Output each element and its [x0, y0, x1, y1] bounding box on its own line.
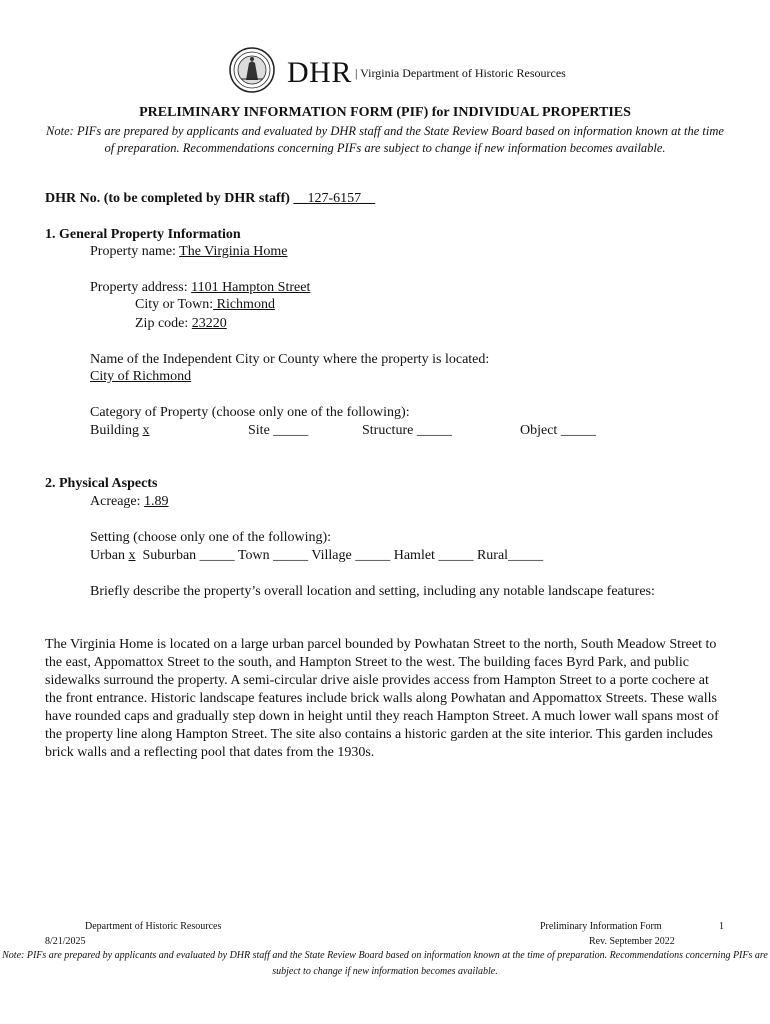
setting-label: Setting (choose only one of the following):	[90, 530, 332, 545]
dhr-number-line	[45, 191, 375, 207]
category-site	[248, 423, 308, 439]
object-label: Object	[520, 423, 558, 438]
object-value: _____	[560, 423, 596, 438]
structure-value: _____	[416, 423, 452, 438]
dhr-number-value: __127-6157__	[293, 191, 376, 206]
footer-form-name: Preliminary Information Form	[540, 921, 662, 932]
form-title: PRELIMINARY INFORMATION FORM (PIF) for INDIVIDUAL PROPERTIES	[139, 105, 631, 120]
category-object	[520, 423, 596, 439]
property-address-line	[90, 280, 310, 296]
urban-label: Urban	[90, 548, 125, 563]
section2-heading: 2. Physical Aspects	[45, 476, 158, 491]
town-label: Town	[237, 548, 270, 563]
zip-label: Zip code:	[135, 316, 189, 331]
zip-line	[135, 316, 227, 332]
section1-heading: 1. General Property Information	[45, 227, 241, 242]
hamlet-value: _____	[438, 548, 474, 563]
footer-revision: Rev. September 2022	[589, 936, 675, 947]
category-structure	[362, 423, 452, 439]
county-label: Name of the Independent City or County where the property is located:	[90, 352, 490, 367]
setting-options	[90, 548, 543, 564]
property-description: The Virginia Home is located on a large urban parcel bounded by Powhatan Street to the north, South Meadow Street to the east, Appomattox Street to the south, and Hampton Street to the west. The building faces Byrd Park, and public sidewalks surround the property. A semi-circular drive aisle provides access from Hampton Street to a porte cochere at the front entrance. Historic landscape features include brick walls along Powhatan and Appomattox Streets. These walls have rounded caps and gradually step down in height until they reach Hampton Street. A much lower wall spans most of the property line along Hampton Street. The site also contains a historic garden at the site interior. This garden includes brick walls and a reflecting pool that dates from the 1930s.	[45, 637, 719, 760]
dhr-logo-text: DHR	[287, 56, 352, 89]
category-label: Category of Property (choose only one of the following):	[90, 405, 410, 420]
property-name-label: Property name:	[90, 244, 176, 259]
suburban-label: Suburban	[142, 548, 197, 563]
form-note: Note: PIFs are prepared by applicants and evaluated by DHR staff and the State Review Board based on information known at the time of preparation. Recommendations concerning PIFs are subject to change if new information becomes available.	[46, 124, 724, 155]
property-name-line	[90, 244, 287, 260]
town-value: _____	[273, 548, 309, 563]
city-line	[135, 297, 275, 313]
village-value: _____	[355, 548, 391, 563]
property-name-value: The Virginia Home	[179, 244, 288, 259]
dhr-number-label: DHR No. (to be completed by DHR staff)	[45, 191, 290, 206]
city-label: City or Town:	[135, 297, 214, 312]
property-address-label: Property address:	[90, 280, 188, 295]
rural-value: _____	[508, 548, 544, 563]
acreage-label: Acreage:	[90, 494, 141, 509]
structure-label: Structure	[362, 423, 414, 438]
building-value: x	[142, 423, 150, 438]
dhr-logo-subtext: | Virginia Department of Historic Resources	[355, 66, 566, 80]
rural-label: Rural	[476, 548, 509, 563]
footer-department: Department of Historic Resources	[85, 921, 222, 932]
suburban-value: _____	[199, 548, 235, 563]
footer-note: Note: PIFs are prepared by applicants and evaluated by DHR staff and the State Review Board based on information known at the time of preparation. Recommendations concerning PIFs are subject to change if new information becomes available.	[2, 950, 768, 977]
footer-page-number: 1	[719, 921, 724, 932]
virginia-seal-logo	[229, 47, 275, 93]
property-address-value: 1101 Hampton Street	[191, 280, 311, 295]
city-value: Richmond	[213, 297, 275, 312]
site-label: Site	[248, 423, 270, 438]
describe-prompt: Briefly describe the property’s overall location and setting, including any notable landscape features:	[90, 584, 655, 599]
footer-date: 8/21/2025	[45, 936, 86, 947]
village-label: Village	[311, 548, 352, 563]
zip-value: 23220	[191, 316, 227, 331]
building-label: Building	[90, 423, 140, 438]
hamlet-label: Hamlet	[393, 548, 435, 563]
urban-value: x	[128, 548, 136, 563]
site-value: _____	[273, 423, 309, 438]
category-building	[90, 423, 150, 439]
acreage-line	[90, 494, 169, 510]
county-value: City of Richmond	[90, 369, 192, 384]
acreage-value: 1.89	[144, 494, 169, 509]
